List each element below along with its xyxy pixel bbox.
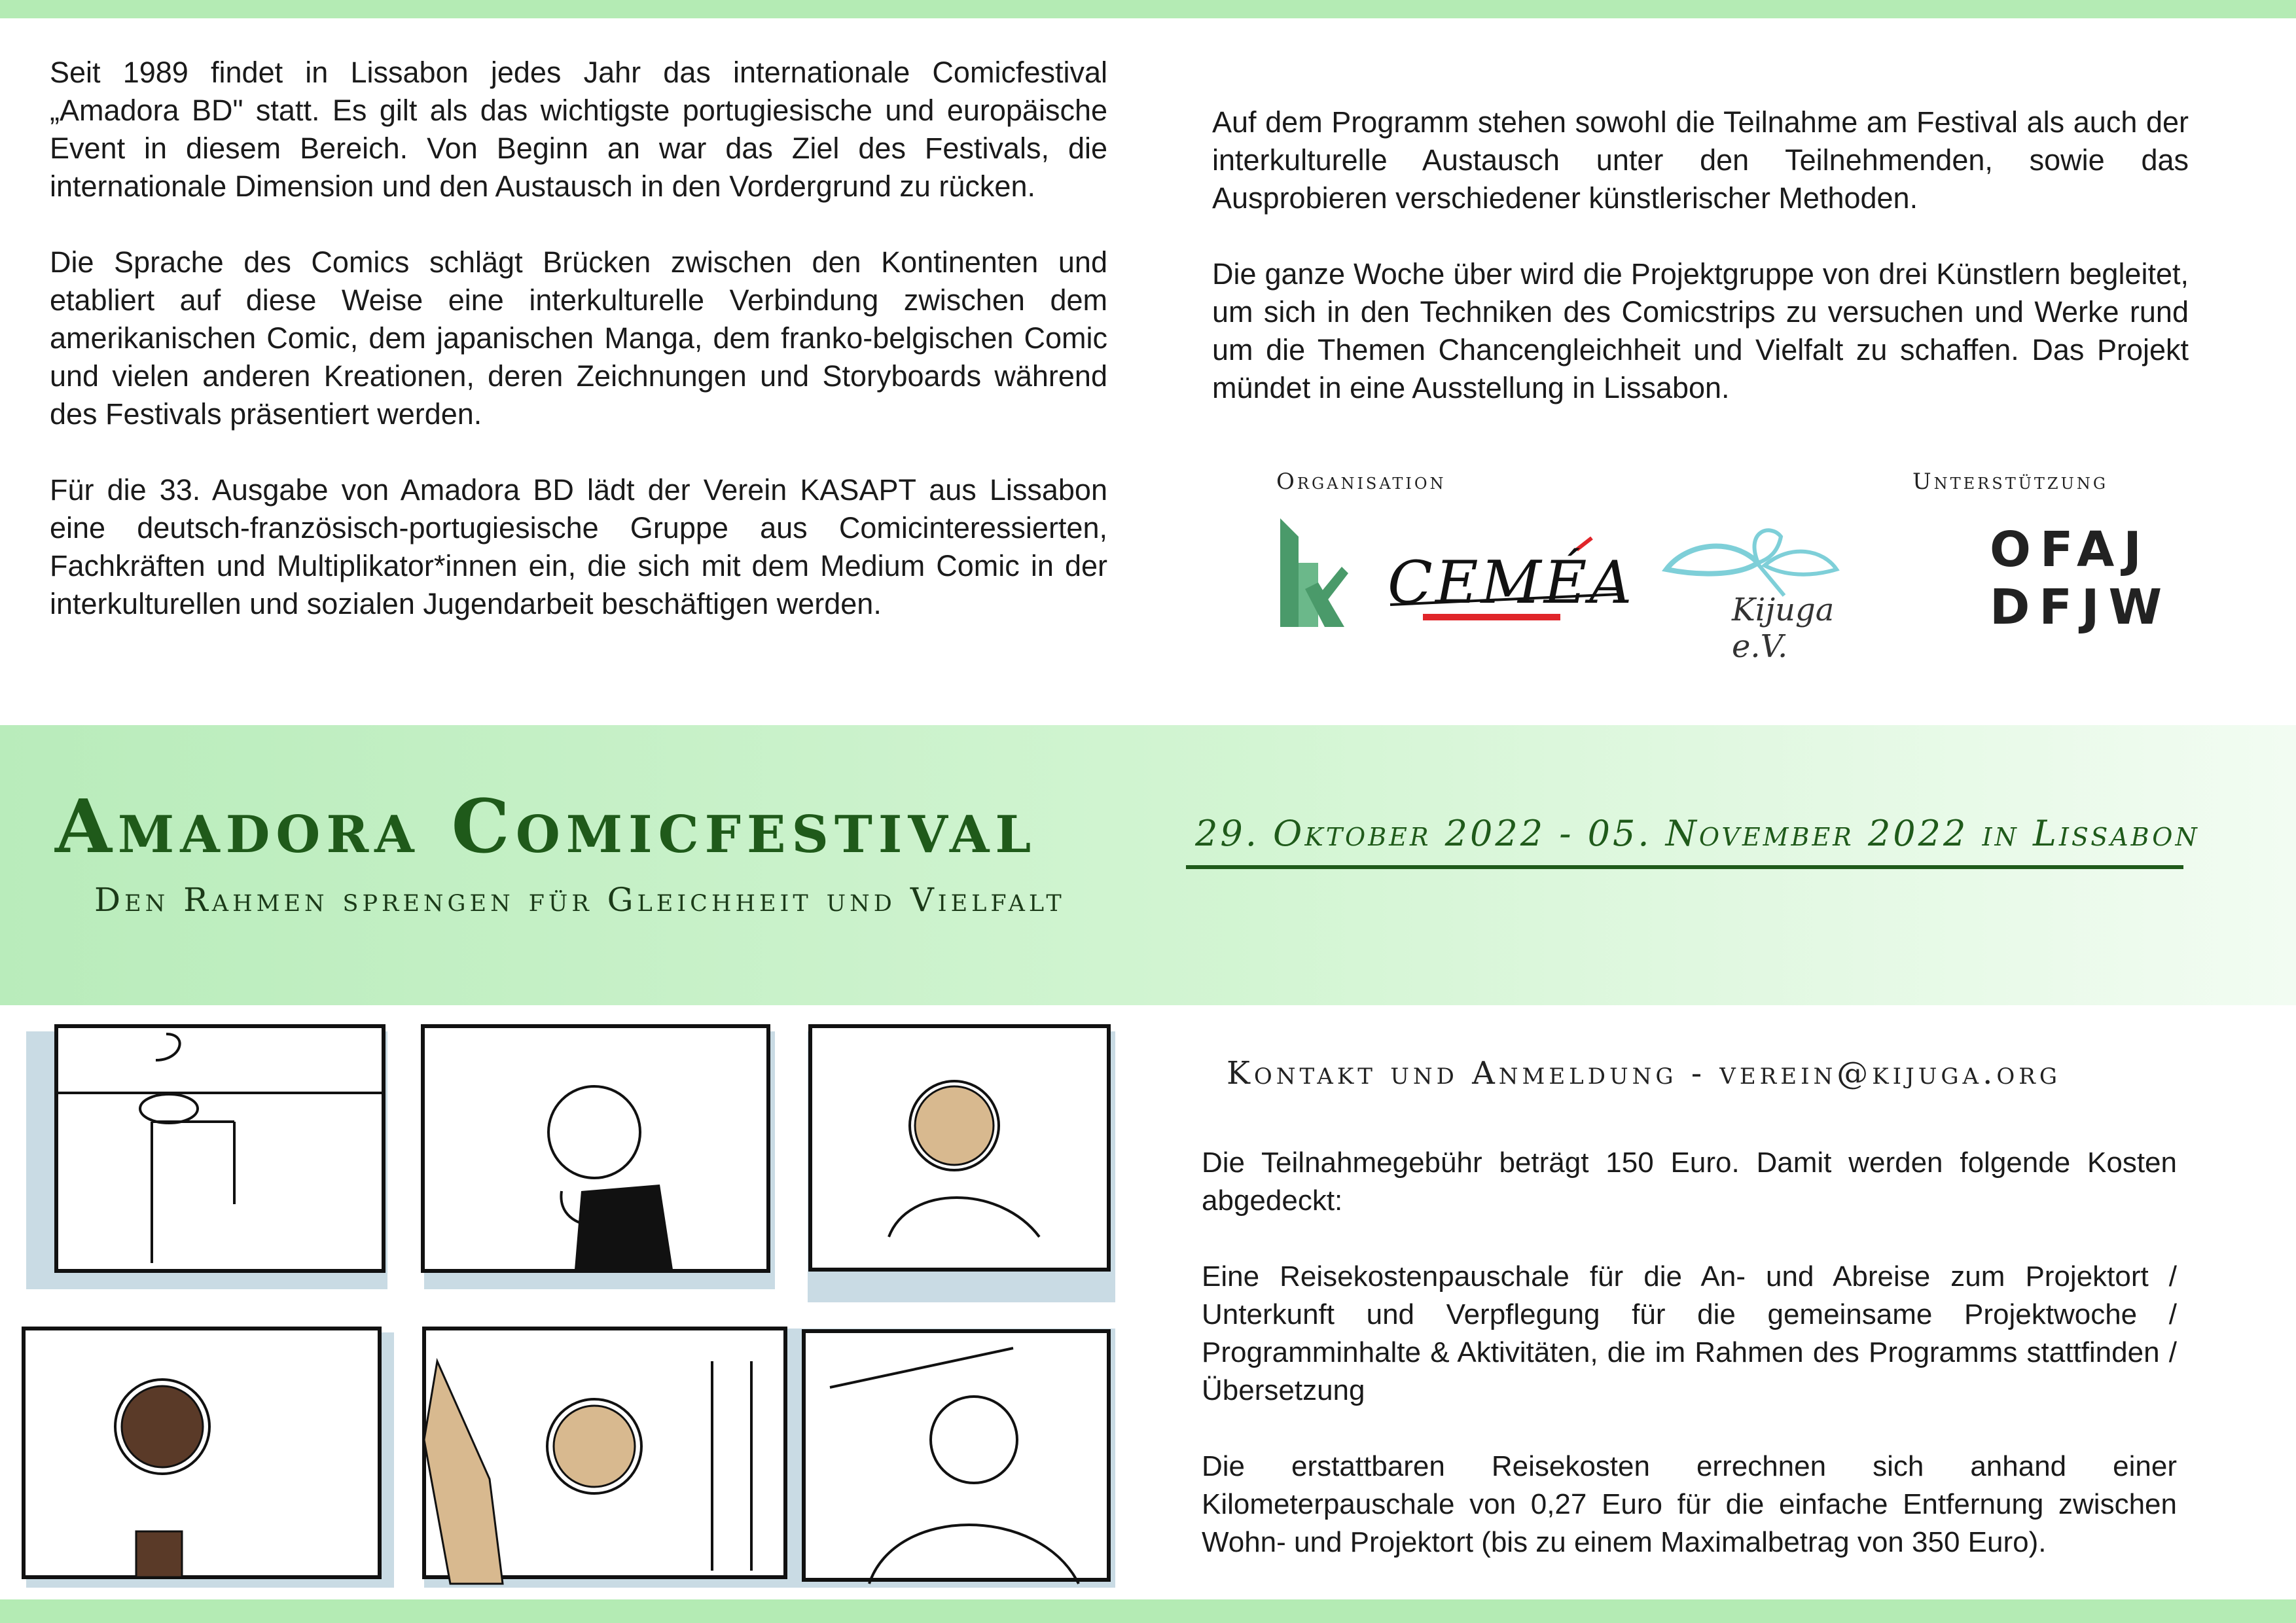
contact-section — [1202, 1144, 2177, 1599]
dates-underline — [1186, 865, 2183, 869]
contact-heading: Kontakt und Anmeldung - verein@kijuga.org — [1227, 1055, 2061, 1092]
fee-paragraph: Die Teilnahmegebühr beträgt 150 Euro. Damit werden folgende Kosten abgedeckt: — [1202, 1147, 2177, 1217]
k-logo — [1279, 517, 1351, 628]
kijuga-logo-text: Kijuga e.V. — [1732, 592, 1835, 665]
ofaj-dfjw-logo — [1990, 521, 2171, 636]
comic-illustration — [18, 1021, 1118, 1590]
top-stripe — [0, 0, 2296, 18]
bottom-stripe — [0, 1599, 2296, 1623]
festival-dates: 29. Oktober 2022 - 05. November 2022 in Lissabon — [1195, 813, 2200, 854]
cemea-logo-text: CEMÉA — [1388, 548, 1635, 617]
program-right-column — [1212, 103, 2189, 445]
festival-subtitle: Den Rahmen sprengen für Gleichheit und Vielfalt — [94, 881, 1066, 919]
intro-paragraph-3: Für die 33. Ausgabe von Amadora BD lädt der Verein KASAPT aus Lissabon eine deutsch-französisch-portugiesische Gruppe aus Comicinteressierten, Fachkräften und Multiplikator*innen ein, die sich mit dem Medium Comic in der interkulturellen und sozialen Jugendarbeit beschäftigen werden. — [50, 473, 1107, 620]
festival-title: Amadora Comicfestival — [55, 784, 1037, 870]
intro-left-column — [50, 54, 1107, 661]
organisation-label: Organisation — [1276, 469, 1446, 495]
support-label: Unterstützung — [1912, 469, 2109, 495]
ofaj-text: OFAJ — [1990, 522, 2151, 578]
intro-paragraph-1: Seit 1989 findet in Lissabon jedes Jahr das internationale Comicfestival „Amadora BD" statt. Es gilt als das wichtigste portugiesische und europäische Event in diesem Bereich. Von Beginn an war das Ziel des Festivals, die internationale Dimension und den Austausch in den Vordergrund zu rücken. — [50, 56, 1107, 203]
intro-paragraph-2: Die Sprache des Comics schlägt Brücken zwischen den Kontinenten und etabliert auf diese Weise eine interkulturelle Verbindung zwischen dem amerikanischen Comic, dem japanischen Manga, dem franko-belgischen Comic und vielen anderen Kreationen, deren Zeichnungen und Storyboards während des Festivals präsentiert werden. — [50, 245, 1107, 431]
dragonfly-icon — [1660, 524, 1882, 602]
dfjw-text: DFJW — [1990, 579, 2172, 635]
program-paragraph-1: Auf dem Programm stehen sowohl die Teilnahme am Festival als auch der interkulturelle Austausch unter den Teilnehmenden, sowie das Ausprobieren verschiedener künstlerischer Methoden. — [1212, 105, 2189, 215]
cemea-logo — [1384, 537, 1635, 628]
travel-costs-paragraph: Die erstattbaren Reisekosten errechnen sich anhand einer Kilometerpauschale von 0,27 Euro für die einfache Entfernung zwischen Wohn- und Projektort (bis zu einem Maximalbetrag von 350 Euro). — [1202, 1450, 2177, 1558]
kijuga-logo — [1660, 524, 1882, 665]
coverage-paragraph: Eine Reisekostenpauschale für die An- und Abreise zum Projektort / Unterkunft und Verpflegung für die gemeinsame Projektwoche / Programminhalte & Aktivitäten, die im Rahmen des Programms stattfinden / Übersetzung — [1202, 1260, 2177, 1406]
program-paragraph-2: Die ganze Woche über wird die Projektgruppe von drei Künstlern begleitet, um sich in den Techniken des Comicstrips zu versuchen und Werke rund um die Themen Chancengleichheit und Vielfalt zu schaffen. Das Projekt mündet in eine Ausstellung in Lissabon. — [1212, 257, 2189, 404]
